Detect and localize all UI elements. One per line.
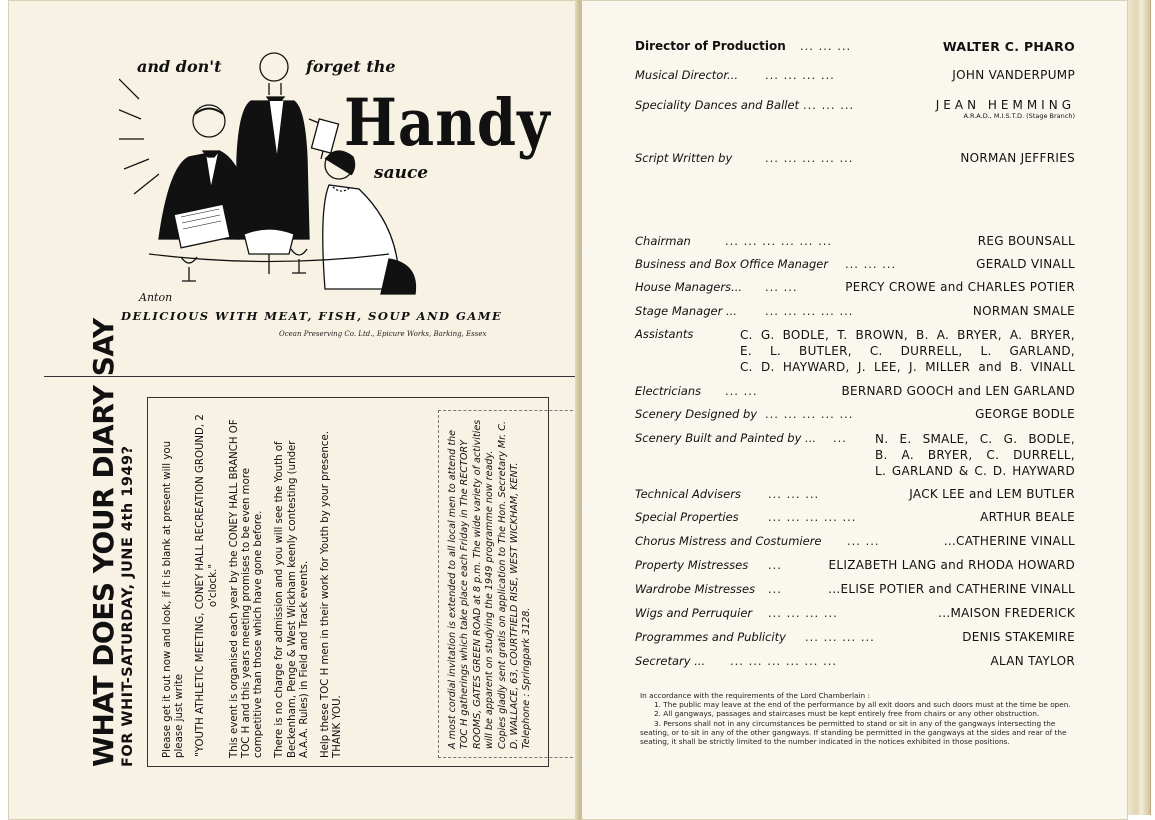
credit-role: Script Written by: [635, 151, 733, 165]
credit-name: NORMAN SMALE: [972, 304, 1075, 318]
credit-scenery-built: [635, 431, 1075, 481]
credit-name: JOHN VANDERPUMP: [952, 68, 1075, 82]
brand-name: Handy: [344, 85, 551, 161]
credit-role: Electricians: [635, 384, 702, 398]
credit-dots: ... ... ...: [845, 257, 897, 271]
credit-name: GERALD VINALL: [976, 257, 1075, 271]
credit-role: Secretary ...: [635, 654, 706, 668]
credit-name: REG BOUNSALL: [977, 234, 1075, 248]
credit-dots: ... ... ... ... ...: [765, 304, 854, 318]
credit-dots: ... ... ... ... ... ...: [730, 654, 838, 668]
credit-dots: ... ...: [765, 280, 798, 294]
credit-dots: ... ...: [847, 534, 880, 548]
diary-box: [147, 397, 549, 767]
credit-assistants: [635, 327, 1075, 377]
credit-role: Director of Production: [635, 39, 786, 53]
credit-name: JACK LEE and LEM BUTLER: [909, 487, 1075, 501]
page-edge: [1128, 0, 1151, 815]
credit-name: BERNARD GOOCH and LEN GARLAND: [841, 384, 1075, 398]
credit-role: Chairman: [635, 234, 691, 248]
credit-name: WALTER C. PHARO: [942, 39, 1075, 54]
credit-role: Programmes and Publicity: [635, 630, 786, 644]
credit-name: ALAN TAYLOR: [990, 654, 1075, 668]
credit-name: ARTHUR BEALE: [980, 510, 1075, 524]
credit-name: ...CATHERINE VINALL: [943, 534, 1075, 548]
credit-name: GEORGE BODLE: [975, 407, 1075, 421]
credit-dots: ... ... ...: [803, 98, 855, 112]
notice-item: 1. The public may leave at the end of the performance by all exit doors and such doors must at the time be open.: [654, 700, 1071, 710]
advert-line-right: forget the: [306, 57, 396, 76]
credit-role: Stage Manager ...: [635, 304, 737, 318]
handy-sauce-advert: [9, 1, 581, 371]
credit-role: Wardrobe Mistresses: [635, 582, 756, 596]
credit-dots: ... ... ... ...: [768, 606, 838, 620]
notice-heading: In accordance with the requirements of the Lord Chamberlain :: [640, 691, 870, 700]
invitation-box: A most cordial invitation is extended to all local men to attend the TOC H gatherings which take place each Friday in The RECTORY ROOMS, GATES GREEN ROAD at 8 p.m. The wide variety of activities will be apparent on studying the 1949 programme now ready. Copies gladly sent gratis on application to The Hon. Secretary Mr. C. D. WALLACE, 63, COURTFIELD RISE, WEST WICKHAM, KENT. Telephone : Springpark 3128.: [438, 410, 588, 758]
advert-tagline: DELICIOUS WITH MEAT, FISH, SOUP AND GAME: [121, 309, 503, 323]
credit-dots: ... ... ...: [768, 487, 820, 501]
credit-name: N. E. SMALE, C. G. BODLE,: [875, 432, 1075, 446]
credit-role: Special Properties: [635, 510, 739, 524]
credit-dots: ... ... ... ...: [765, 68, 835, 82]
credit-name: L. GARLAND & C. D. HAYWARD: [875, 464, 1075, 478]
credit-role: Property Mistresses: [635, 558, 749, 572]
credit-name: B. A. BRYER, C. DURRELL,: [875, 448, 1075, 462]
credit-dots: ... ...: [725, 384, 758, 398]
credit-dots: ...: [833, 431, 847, 445]
product-name: sauce: [374, 163, 429, 183]
credit-dots: ... ... ...: [800, 39, 852, 53]
section-divider: [44, 376, 580, 377]
credit-dots: ... ... ... ...: [805, 630, 875, 644]
credit-role: House Managers...: [635, 280, 743, 294]
credit-name: C. D. HAYWARD, J. LEE, J. MILLER and B. VINALL: [740, 360, 1075, 374]
credit-name: NORMAN JEFFRIES: [960, 151, 1075, 165]
credit-role: Speciality Dances and Ballet: [635, 98, 800, 112]
diary-event: "YOUTH ATHLETIC MEETING, CONEY HALL RECREATION GROUND, 2 o'clock.": [195, 414, 219, 757]
advert-line-left: and don't: [137, 57, 222, 76]
diary-paragraph: There is no charge for admission and you will see the Youth of Beckenham, Penge & West Wickham keenly contesting (under A.A.A. Rules) in Field and Track events.: [274, 440, 310, 758]
credit-name: ...MAISON FREDERICK: [938, 606, 1075, 620]
credit-dots: ... ... ... ... ...: [768, 510, 857, 524]
lord-chamberlain-notice: [640, 691, 1072, 746]
diary-paragraph: Please get it out now and look, if it is blank at present will you please just write: [162, 440, 186, 758]
diary-paragraph: This event is organised each year by the CONEY HALL BRANCH OF TOC H and this years meeting promises to be even more competitive than those which have gone before.: [228, 419, 265, 758]
credit-role: Musical Director...: [635, 68, 738, 82]
credit-role: Technical Advisers: [635, 487, 741, 501]
credit-dots: ... ... ... ... ...: [765, 151, 854, 165]
credit-role: Scenery Built and Painted by ...: [635, 431, 817, 445]
credit-name: ELIZABETH LANG and RHODA HOWARD: [828, 558, 1075, 572]
credit-role: Scenery Designed by: [635, 407, 758, 421]
notice-item: 2. All gangways, passages and staircases must be kept entirely free from chairs or any other obstruction.: [654, 709, 1040, 719]
credit-name: C. G. BODLE, T. BROWN, B. A. BRYER, A. BRYER,: [740, 328, 1075, 342]
credit-role: Wigs and Perruquier: [635, 606, 753, 620]
diary-title: WHAT DOES YOUR DIARY SAY: [87, 318, 120, 767]
left-page: [8, 0, 580, 820]
credit-dots: ...: [768, 558, 782, 572]
advert-maker: Ocean Preserving Co. Ltd., Epicure Works, Barking, Essex: [279, 330, 487, 338]
credit-name: DENIS STAKEMIRE: [962, 630, 1075, 644]
diary-subtitle: FOR WHIT-SATURDAY, JUNE 4th 1949?: [120, 445, 136, 767]
credit-dots: ...: [768, 582, 782, 596]
credit-dots: ... ... ... ... ...: [765, 407, 854, 421]
credit-role: Business and Box Office Manager: [635, 257, 829, 271]
credit-name: PERCY CROWE and CHARLES POTIER: [845, 280, 1075, 294]
credit-dots: ... ... ... ... ... ...: [725, 234, 833, 248]
credit-name: E. L. BUTLER, C. DURRELL, L. GARLAND,: [740, 344, 1075, 358]
right-page: [580, 0, 1128, 820]
artist-signature: Anton: [139, 291, 173, 304]
notice-item: 3. Persons shall not in any circumstances be permitted to stand or sit in any of the gangways intersecting the seating, or to sit in any of the other gangways. If standing be permitted in the gangways at the sides and rear of the seating, it shall be strictly limited to the number indicated in the notices exhibited in those positions.: [640, 718, 1067, 747]
credit-name-qualifications: A.R.A.D., M.I.S.T.D. (Stage Branch): [963, 112, 1075, 120]
credit-name: JEAN HEMMING: [935, 98, 1075, 112]
credit-dances: [635, 98, 1075, 124]
credit-role: Chorus Mistress and Costumiere: [635, 534, 822, 548]
diary-paragraph: Help these TOC H men in their work for Youth by your presence. THANK YOU.: [320, 431, 344, 758]
credit-role: Assistants: [635, 327, 694, 341]
credit-name: ...ELISE POTIER and CATHERINE VINALL: [828, 582, 1075, 596]
